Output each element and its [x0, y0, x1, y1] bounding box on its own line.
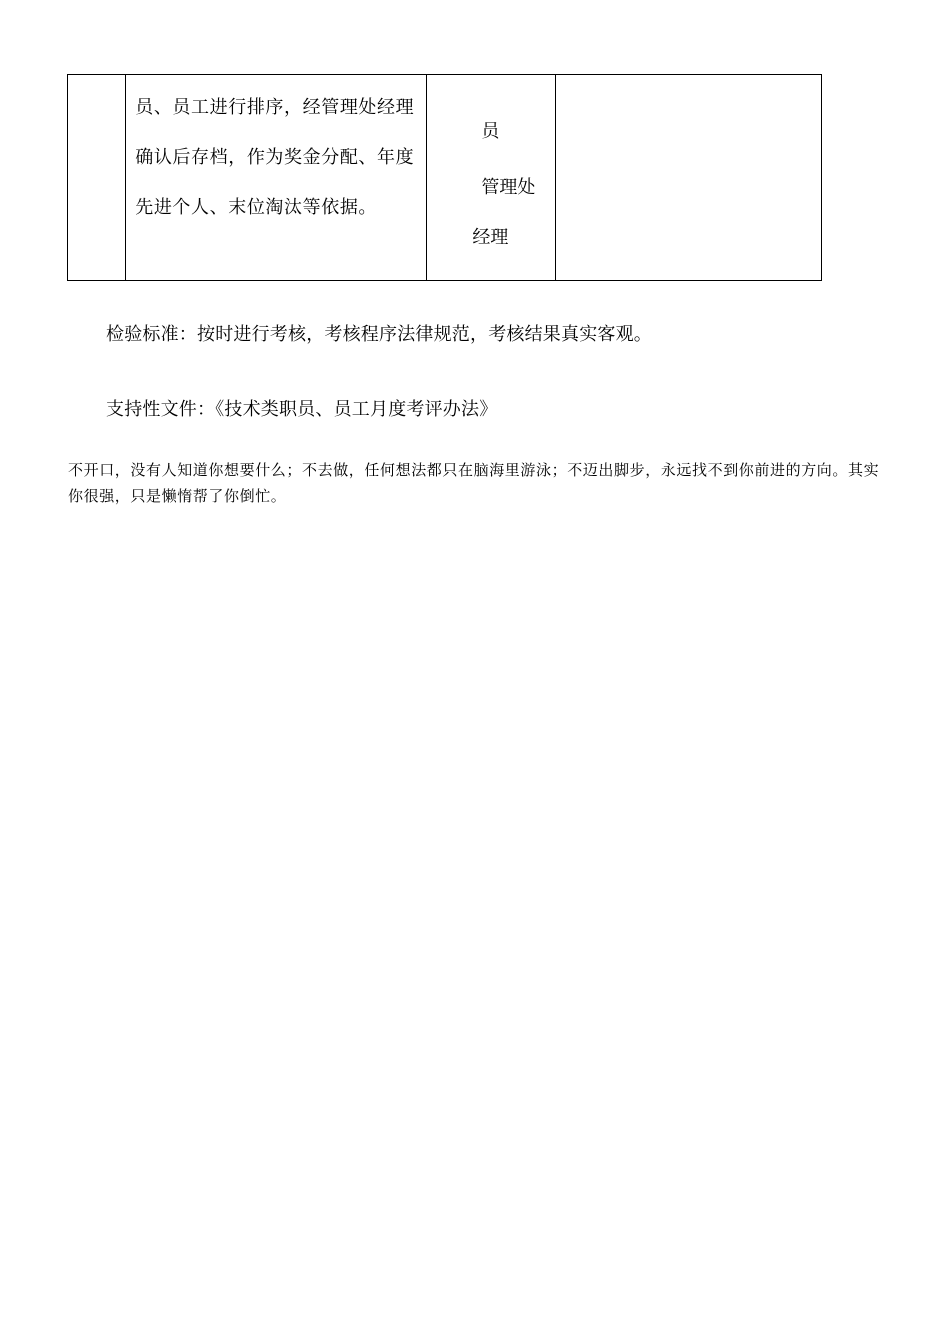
responsible-line-3: 经理	[472, 227, 509, 248]
table-row	[68, 75, 822, 281]
remarks-cell	[555, 75, 821, 281]
inspection-standard: 检验标准：按时进行考核，考核程序法律规范，考核结果真实客观。	[106, 324, 652, 345]
motivational-quote: 不开口，没有人知道你想要什么；不去做，任何想法都只在脑海里游泳；不迈出脚步，永远找不到你前进的方向。其实你很强，只是懒惰帮了你倒忙。	[68, 461, 880, 505]
responsible-cell	[427, 75, 556, 281]
supporting-documents: 支持性文件：《技术类职员、员工月度考评办法》	[106, 399, 498, 420]
procedure-table	[67, 74, 822, 281]
description-cell	[126, 75, 427, 281]
description-text: 员、员工进行排序，经管理处经理确认后存档，作为奖金分配、年度先进个人、末位淘汰等依据。	[135, 97, 415, 218]
step-number-cell	[68, 75, 126, 281]
responsible-line-2: 管理处	[481, 177, 536, 198]
responsible-line-1: 员	[481, 121, 500, 142]
